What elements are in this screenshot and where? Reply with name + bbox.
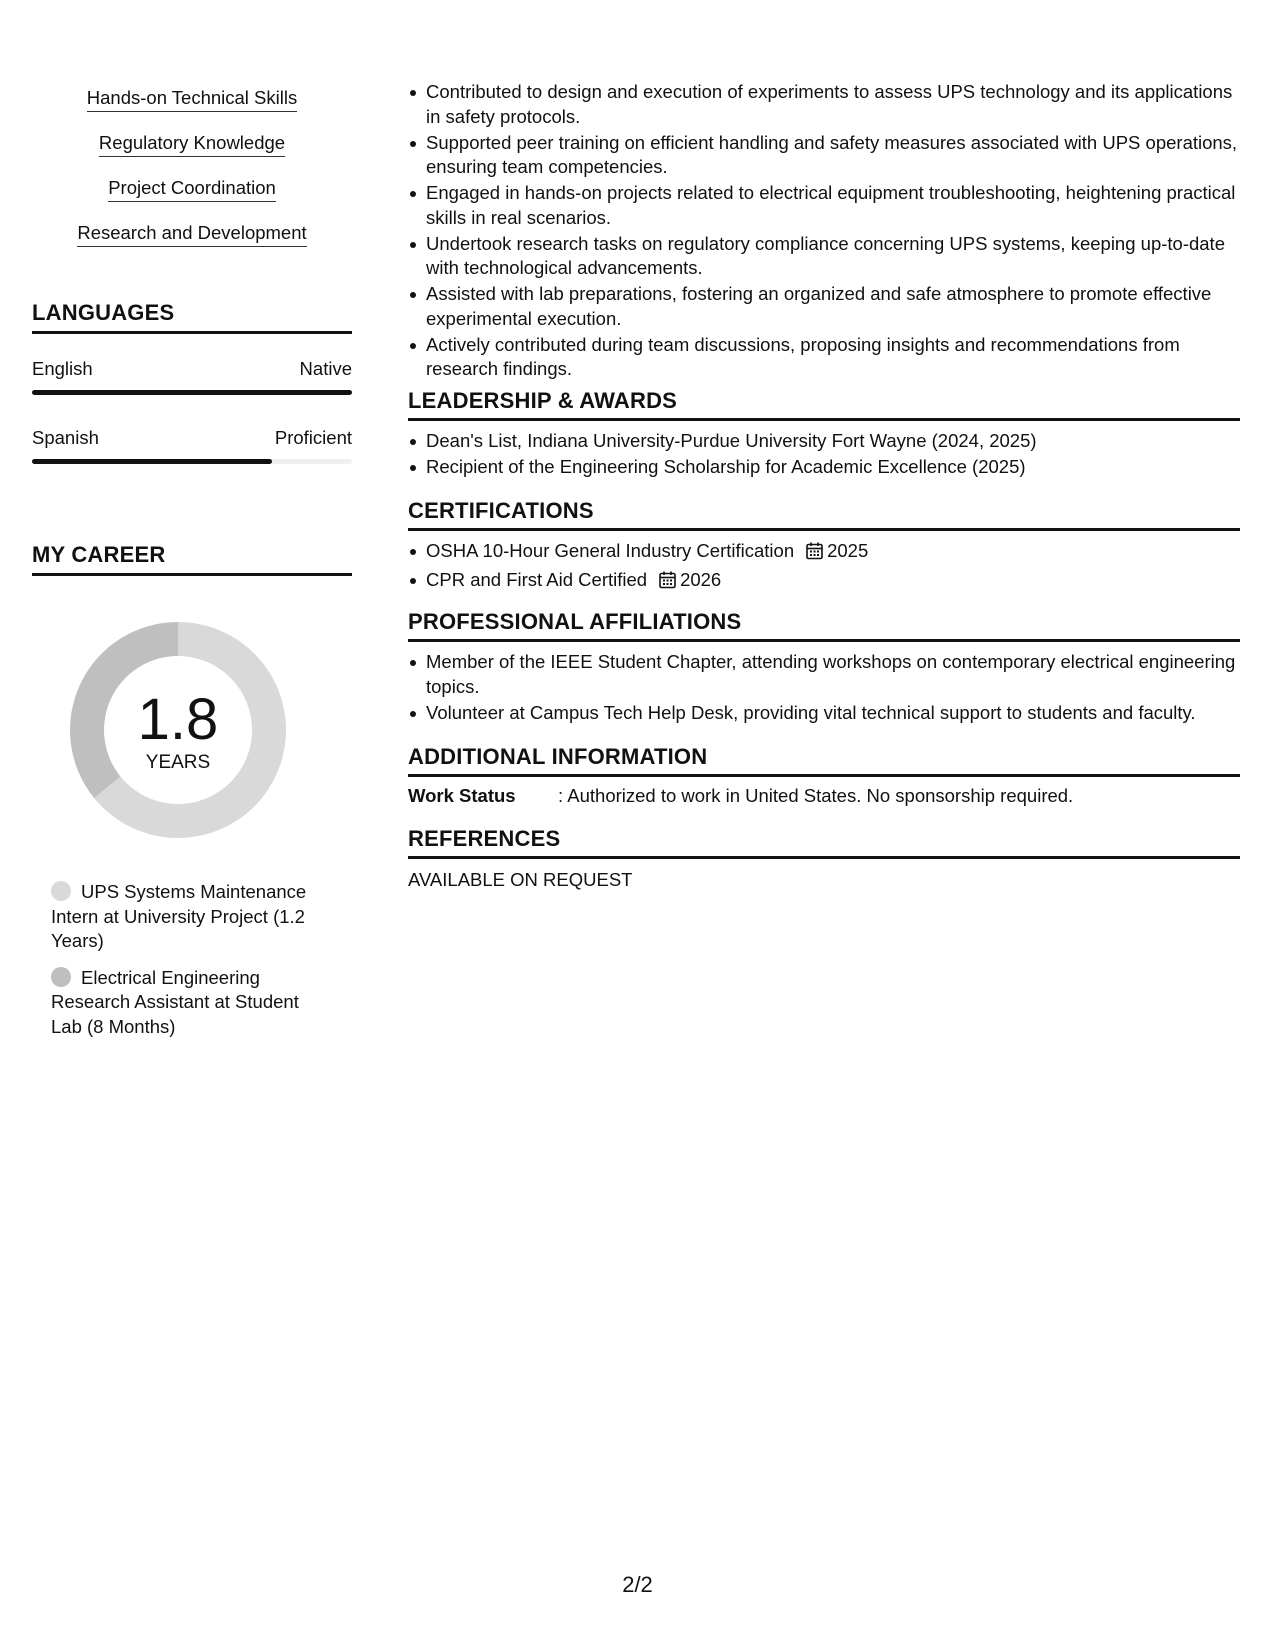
experience-bullets	[408, 80, 1240, 383]
language-item	[32, 427, 352, 464]
additional-info-section	[408, 744, 1240, 807]
list-item: Recipient of the Engineering Scholarship for Academic Excellence (2025)	[426, 455, 1240, 480]
references-text: AVAILABLE ON REQUEST	[408, 869, 633, 890]
list-item	[426, 539, 1240, 567]
skill-item: Project Coordination	[32, 176, 352, 221]
certifications-title: CERTIFICATIONS	[408, 498, 1240, 531]
legend-dot	[51, 967, 71, 987]
career-section	[32, 542, 352, 1037]
certification-name: OSHA 10-Hour General Industry Certification	[426, 540, 795, 561]
leadership-title: LEADERSHIP & AWARDS	[408, 388, 1240, 421]
list-item: Undertook research tasks on regulatory compliance concerning UPS systems, keeping up-to-date with technological advancements.	[426, 232, 1240, 281]
list-item: Actively contributed during team discussions, proposing insights and recommendations from research findings.	[426, 333, 1240, 382]
affiliations-title: PROFESSIONAL AFFILIATIONS	[408, 609, 1240, 642]
skill-item: Regulatory Knowledge	[32, 131, 352, 176]
legend-item	[51, 880, 321, 954]
additional-info-title: ADDITIONAL INFORMATION	[408, 744, 1240, 777]
work-status-value: : Authorized to work in United States. No sponsorship required.	[558, 785, 1074, 806]
list-item: Assisted with lab preparations, fostering an organized and safe atmosphere to promote effective experimental execution.	[426, 282, 1240, 331]
certifications-section	[408, 498, 1240, 597]
language-level: Proficient	[274, 427, 352, 448]
legend-label: UPS Systems Maintenance Intern at University Project (1.2 Years)	[51, 881, 307, 951]
legend-dot	[51, 881, 71, 901]
language-bar	[32, 390, 352, 395]
language-bar	[32, 459, 352, 464]
references-section	[408, 826, 1240, 891]
work-status-row	[408, 785, 1240, 807]
legend-item	[51, 966, 321, 1040]
career-total-value: 1.8	[137, 687, 219, 752]
career-donut-chart	[66, 618, 290, 842]
list-item: Dean's List, Indiana University-Purdue University Fort Wayne (2024, 2025)	[426, 429, 1240, 454]
legend-label: Electrical Engineering Research Assistant at Student Lab (8 Months)	[51, 966, 299, 1037]
list-item: Supported peer training on efficient handling and safety measures associated with UPS operations, ensuring team competencies.	[426, 131, 1240, 180]
list-item	[426, 568, 1240, 596]
career-legend	[51, 880, 321, 1051]
languages-title: LANGUAGES	[32, 300, 352, 334]
certification-year: 2026	[680, 569, 722, 590]
skill-item: Research and Development	[32, 221, 352, 266]
list-item: Contributed to design and execution of experiments to assess UPS technology and its applications in safety protocols.	[426, 80, 1240, 129]
career-title: MY CAREER	[32, 542, 352, 576]
certification-name: CPR and First Aid Certified	[426, 569, 648, 590]
language-item	[32, 358, 352, 395]
languages-section	[32, 300, 352, 464]
language-level: Native	[299, 358, 352, 379]
language-name: English	[32, 358, 93, 379]
language-name: Spanish	[32, 427, 99, 448]
language-bar-fill	[32, 459, 272, 464]
list-item: Volunteer at Campus Tech Help Desk, providing vital technical support to students and faculty.	[426, 701, 1240, 726]
list-item: Member of the IEEE Student Chapter, attending workshops on contemporary electrical engineering topics.	[426, 650, 1240, 699]
list-item: Engaged in hands-on projects related to electrical equipment troubleshooting, heightening practical skills in real scenarios.	[426, 181, 1240, 230]
affiliations-section	[408, 609, 1240, 727]
calendar-icon	[806, 542, 823, 567]
work-status-label: Work Status	[408, 785, 516, 806]
calendar-icon	[659, 571, 676, 596]
page-number: 2/2	[622, 1572, 653, 1597]
career-total-unit: YEARS	[145, 752, 211, 773]
references-title: REFERENCES	[408, 826, 1240, 859]
certification-year: 2025	[827, 540, 869, 561]
leadership-section	[408, 388, 1240, 481]
language-bar-fill	[32, 390, 352, 395]
skills-list	[32, 86, 352, 266]
skill-item: Hands-on Technical Skills	[32, 86, 352, 131]
